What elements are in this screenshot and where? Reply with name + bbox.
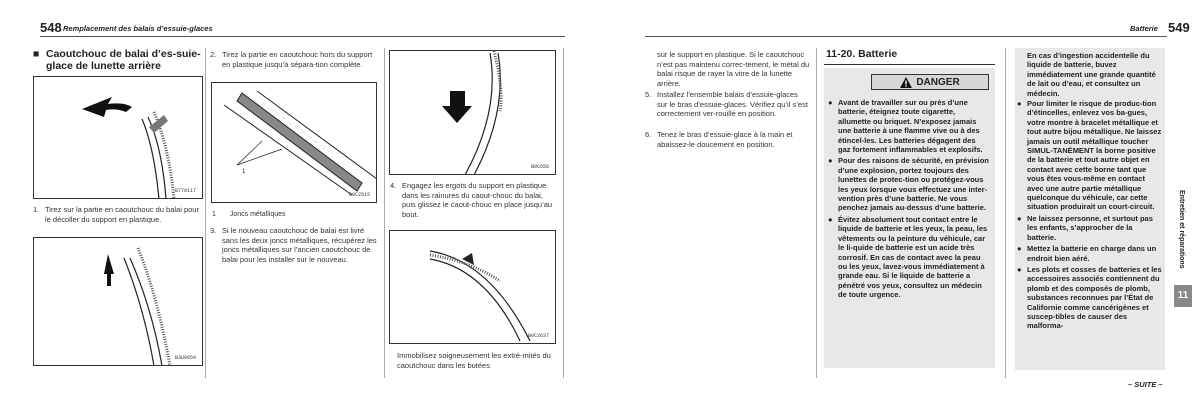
legend-number: 1: [212, 211, 216, 218]
danger-box-continued: [1015, 48, 1165, 370]
battery-title-rule: [824, 64, 995, 65]
right-bullet-text: Ne laissez personne, et surtout pas les enfants, s’approcher de la batterie.: [1027, 213, 1153, 242]
fig4-blade-inner: [474, 53, 500, 175]
step-1-number: 1.: [33, 205, 40, 214]
fig3-metal-strip-b: [257, 91, 377, 179]
column-divider-3: [563, 48, 564, 378]
figure-4-code: B0C656: [530, 164, 549, 170]
right-bullet: [1017, 265, 1163, 331]
arrow-up-icon: [104, 254, 114, 286]
step-3: [210, 226, 378, 264]
chapter-side-label: Entretien et réparations: [1178, 190, 1185, 269]
arrow-down-icon: [442, 91, 472, 123]
figure-3-code: B0C2515: [348, 192, 370, 198]
arrow-icon: [82, 97, 132, 117]
battery-section-title: 11-20. Batterie: [826, 48, 898, 60]
fig3-callout-number: 1: [242, 169, 246, 175]
rubber-lifted-end: [149, 115, 168, 133]
column-divider-2: [384, 48, 385, 378]
danger-bullet: [828, 215, 990, 300]
figure-4-engage-tabs: [389, 50, 556, 175]
fig3-callout-line-b: [237, 149, 282, 165]
step-4: [390, 181, 558, 219]
right-bullet: [1017, 99, 1163, 212]
bullet-dot-icon: ●: [1017, 213, 1022, 223]
fig2-blade-inner: [130, 258, 162, 366]
step-2: [210, 50, 378, 69]
fig5-blade-outer: [430, 251, 530, 341]
right-page-number: 549: [1168, 20, 1190, 35]
chapter-tab: 11: [1174, 285, 1192, 307]
bullet-dot-icon: ●: [1017, 264, 1022, 274]
right-bullet-text: Pour limiter le risque de produc-tion d’étincelles, enlevez vos ba-gues, votre montre à bracelet métallique et tout autre bijou métallique. Ne laissez jamais un outil métallique toucher SIMUL-TANÉMENT la borne positive de la batterie et tout autre objet en contact avec cette borne tant que vous êtes vous-même en contact avec une autre partie métallique quelconque du véhicule, car cette situation produirait un court-circuit.: [1027, 99, 1162, 212]
suite-footer: – SUITE –: [1128, 380, 1163, 389]
danger-bullet: [828, 156, 990, 212]
bullet-dot-icon: ●: [828, 214, 833, 224]
left-header-title: Remplacement des balais d’essuie-glaces: [63, 24, 213, 33]
figure-5-drawing: [390, 231, 556, 344]
right-bullet-text: Mettez la batterie en charge dans un endroit bien aéré.: [1027, 244, 1157, 263]
danger-label-box: [871, 74, 989, 90]
fig4-blade-outer: [465, 53, 492, 175]
figure-5-code: B0C2637: [527, 333, 549, 339]
fig3-callout-line-a: [237, 141, 262, 165]
figure-2-code: B3U0654: [174, 355, 196, 361]
step-2-number: 2.: [210, 50, 217, 59]
right-bullet-text: Les plots et cosses de batteries et les accessoires associés contiennent du plomb et des composés de plomb, substances reconnues par l’État de Californie comme cancérigènes et suscep-tibles de causer des malforma-: [1027, 264, 1162, 331]
step-5-number: 5.: [645, 90, 652, 99]
wiper-blade-line-outer: [142, 119, 159, 199]
column-divider-1: [205, 48, 206, 378]
figure-1-pull-rubber: [33, 76, 203, 199]
danger-bullet-text: Évitez absolument tout contact entre le liquide de batterie et les yeux, la peau, les vêtements ou la peinture du véhicule, car le li-quide de batterie est un acide très corrosif. En cas de contact avec la peau ou les yeux, lavez-vous immédiatement à grande eau. Si le liquide de batterie a pénétré vos yeux, consultez un médecin de toute urgence.: [838, 214, 988, 300]
column-divider-5: [1005, 48, 1006, 378]
heading-text: Caoutchouc de balai d’es-suie-glace de lunette arrière: [46, 48, 201, 72]
left-header-rule: [40, 36, 565, 37]
step-2-text: Tirez la partie en caoutchouc hors du support en plastique jusqu’à sépara-tion complète.: [222, 50, 373, 69]
fig4-rubber-strip: [494, 51, 501, 111]
column4-continuation: sur le support en plastique. Si le caoutchouc n’est pas maintenu correc-tement, le métal du balai risque de rayer la vitre de la lunette arrière.: [657, 50, 810, 88]
figure-3-metal-strips: [211, 82, 377, 203]
danger-bullet-text: Avant de travailler sur ou près d’une batterie, éteignez toute cigarette, allumette ou briquet. N’exposez jamais une batterie à une flamme vive ou à des étincel-les. Les batteries dégagent des gaz fortement inflammables et explosifs.: [838, 98, 983, 155]
right-bullet: [1017, 244, 1163, 263]
figure-5-secure-ends: [389, 230, 556, 344]
fig3-rubber-body: [237, 93, 362, 191]
figure-2-separate-rubber: [33, 237, 203, 366]
fig5-blade-inner: [430, 259, 520, 341]
step-1-text: Tirez sur la partie en caoutchouc du balai pour le décoller du support en plastique.: [45, 205, 199, 224]
step-1: [33, 205, 201, 224]
figure-2-drawing: [34, 238, 203, 366]
step-5: [645, 90, 810, 119]
step-6-text: Tenez le bras d’essuie-glace à la main et abaissez-le doucement en position.: [657, 130, 793, 149]
step-3-text: Si le nouveau caoutchouc de balai est livré sans les deux joncs métalliques, récupérez les joncs métalliques sur l’ancien caoutchouc de balai pour les installer sur le nouveau.: [222, 226, 377, 264]
column-divider-4: [816, 48, 817, 378]
bullet-dot-icon: ●: [828, 98, 833, 107]
legend-text: Joncs métalliques: [229, 211, 286, 218]
figure-1-drawing: [34, 77, 203, 199]
danger-bullet-text: Pour des raisons de sécurité, en prévision d’une explosion, portez toujours des lunettes de protec-tion ou protégez-vous les yeux lorsque vous effectuez une inter-vention près d’une batterie. Ne vous penchez jamais au-dessus d’une batterie.: [838, 156, 989, 213]
ingestion-paragraph: En cas d’ingestion accidentelle du liquide de batterie, buvez immédiatement une grande quantité de lait ou d’eau, et consultez un médecin.: [1027, 51, 1156, 98]
right-header-title: Batterie: [1130, 24, 1158, 33]
figure-3-legend: [212, 210, 380, 220]
danger-label-text: DANGER: [916, 76, 960, 88]
danger-bullet: [828, 98, 990, 154]
step-5-text: Installez l’ensemble balais d’essuie-glaces sur le bras d’essuie-glaces. Vérifiez qu’il s’est correctement ver-rouillé en position.: [657, 90, 808, 119]
bullet-dot-icon: ●: [1017, 244, 1022, 254]
step-4-text: Engagez les ergots du support en plastique dans les rainures du caout-chouc du balai, puis glissez le caout-chouc en place jusqu’au bout.: [402, 181, 553, 219]
right-bullet-list: [1017, 99, 1163, 333]
warning-triangle-icon: [900, 77, 912, 88]
fig2-rubber-strip: [138, 248, 170, 366]
right-header-rule: [645, 36, 1167, 37]
left-page-number: 548: [40, 20, 62, 35]
figure-1-code: B770117: [174, 188, 196, 194]
step-3-number: 3.: [210, 226, 217, 235]
right-bullet: [1017, 214, 1163, 242]
bullet-dot-icon: ●: [828, 156, 833, 166]
danger-bullet-list: [828, 98, 990, 302]
danger-box: [824, 68, 995, 368]
column3-bottom-text: Immobilisez soigneusement les extré-mités du caoutchouc dans les butées: [397, 351, 551, 370]
figure-3-drawing: [212, 83, 377, 203]
fig3-metal-strip-a: [224, 105, 352, 195]
step-6: [645, 130, 810, 149]
step-4-number: 4.: [390, 181, 397, 190]
bullet-dot-icon: ●: [1017, 99, 1022, 108]
figure-4-drawing: [390, 51, 556, 175]
step-6-number: 6.: [645, 130, 652, 139]
heading-square-mark: ■: [33, 48, 40, 60]
